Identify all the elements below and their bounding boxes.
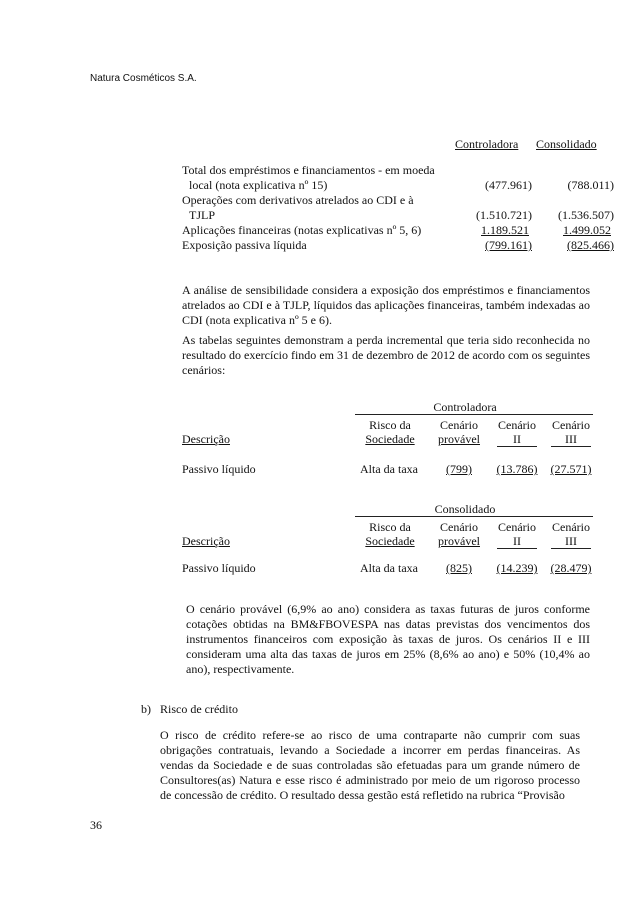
row-aplicacoes-consolidado: 1.499.052 xyxy=(563,223,611,237)
table-controladora-row-ii: (13.786) xyxy=(496,462,538,476)
table-consolidado-col-risk-2: Sociedade xyxy=(365,534,415,548)
table-controladora-row-risk: Alta da taxa xyxy=(360,462,418,476)
table-consolidado-col-prov-2: provável xyxy=(438,534,480,548)
table-consolidado-row-prov: (825) xyxy=(446,561,472,575)
table-consolidado-col-ii-underline xyxy=(497,548,537,549)
table-consolidado-row-risk: Alta da taxa xyxy=(360,561,418,575)
row-exposicao-consolidado: (825.466) xyxy=(567,238,614,252)
table-controladora-row-prov: (799) xyxy=(446,462,472,476)
table-controladora-col-ii-1: Cenário xyxy=(498,418,536,432)
paragraph-credit-risk: O risco de crédito refere-se ao risco de uma contraparte não cumprir com suas obrigações contratuais, levando a Sociedade a incorrer em perdas financeiras. As vendas da Sociedade e de suas controladas são efetuadas para um grande número de Consultores(as) Natura e esse risco é administrado por meio de um rigoroso processo de concessão de crédito. O resultado dessa gestão está refletido na rubrica “Provisão xyxy=(160,728,580,802)
table-consolidado-col-iii-underline xyxy=(551,548,591,549)
row-derivativos-consolidado: (1.536.507) xyxy=(558,208,614,222)
table-controladora-row-desc: Passivo líquido xyxy=(182,462,256,476)
table-controladora-col-prov-2: provável xyxy=(438,432,480,446)
table-controladora-col-desc: Descrição xyxy=(182,432,230,446)
row-aplicacoes-label: Aplicações financeiras (notas explicativas nº 5, 6) xyxy=(182,223,422,237)
table-controladora-col-risk-2: Sociedade xyxy=(365,432,415,446)
table-consolidado-row-ii: (14.239) xyxy=(496,561,538,575)
table-controladora-col-ii-underline xyxy=(497,446,537,447)
row-exposicao-label: Exposição passiva líquida xyxy=(182,238,307,252)
table-consolidado-col-risk-1: Risco da xyxy=(369,520,411,534)
col-header-consolidado: Consolidado xyxy=(536,137,597,151)
row-derivativos-label-2: TJLP xyxy=(189,208,216,222)
page-number: 36 xyxy=(90,818,102,832)
table-controladora-col-iii-2: III xyxy=(565,432,577,446)
table-consolidado-row-desc: Passivo líquido xyxy=(182,561,256,575)
paragraph-sensitivity: A análise de sensibilidade considera a exposição dos empréstimos e financiamentos atrelados ao CDI e à TJLP, líquidos das aplicações financeiras, também indexadas ao CDI (nota explicativa nº 5 e 6). xyxy=(182,283,590,327)
table-controladora-col-iii-underline xyxy=(551,446,591,447)
row-emprestimos-controladora: (477.961) xyxy=(485,178,532,192)
company-header: Natura Cosméticos S.A. xyxy=(90,73,197,84)
section-b-title: Risco de crédito xyxy=(160,702,238,716)
table-controladora-col-risk-1: Risco da xyxy=(369,418,411,432)
table-controladora-group-header: Controladora xyxy=(433,400,497,414)
table-controladora-row-iii: (27.571) xyxy=(550,462,592,476)
row-derivativos-label-1: Operações com derivativos atrelados ao CDI e à xyxy=(182,193,414,207)
section-b-marker: b) xyxy=(141,702,151,716)
table-consolidado-col-iii-2: III xyxy=(565,534,577,548)
table-controladora-col-iii-1: Cenário xyxy=(552,418,590,432)
table-consolidado-group-header: Consolidado xyxy=(434,502,496,516)
table-consolidado-col-desc: Descrição xyxy=(182,534,230,548)
table-controladora-col-prov-1: Cenário xyxy=(440,418,478,432)
row-emprestimos-label-1: Total dos empréstimos e financiamentos - em moeda xyxy=(182,163,435,177)
row-aplicacoes-controladora: 1.189.521 xyxy=(481,223,529,237)
table-consolidado-col-ii-1: Cenário xyxy=(498,520,536,534)
paragraph-tables-intro: As tabelas seguintes demonstram a perda incremental que teria sido reconhecida no resultado do exercício findo em 31 de dezembro de 2012 de acordo com os seguintes cenários: xyxy=(182,333,590,377)
table-controladora-col-ii-2: II xyxy=(513,432,521,446)
row-derivativos-controladora: (1.510.721) xyxy=(476,208,532,222)
row-exposicao-controladora: (799.161) xyxy=(485,238,532,252)
table-consolidado-col-prov-1: Cenário xyxy=(440,520,478,534)
table-consolidado-col-iii-1: Cenário xyxy=(552,520,590,534)
table-consolidado-row-iii: (28.479) xyxy=(550,561,592,575)
row-emprestimos-consolidado: (788.011) xyxy=(567,178,614,192)
table-consolidado-col-ii-2: II xyxy=(513,534,521,548)
row-emprestimos-label-2: local (nota explicativa nº 15) xyxy=(189,178,328,192)
paragraph-scenarios: O cenário provável (6,9% ao ano) considera as taxas futuras de juros conforme cotações obtidas na BM&FBOVESPA nas datas previstas dos vencimentos dos instrumentos financeiros com exposição às taxas de juros. Os cenários II e III consideram uma alta das taxas de juros em 25% (8,6% ao ano) e 50% (10,4% ao ano), respectivamente. xyxy=(186,602,590,676)
col-header-controladora: Controladora xyxy=(455,137,519,151)
